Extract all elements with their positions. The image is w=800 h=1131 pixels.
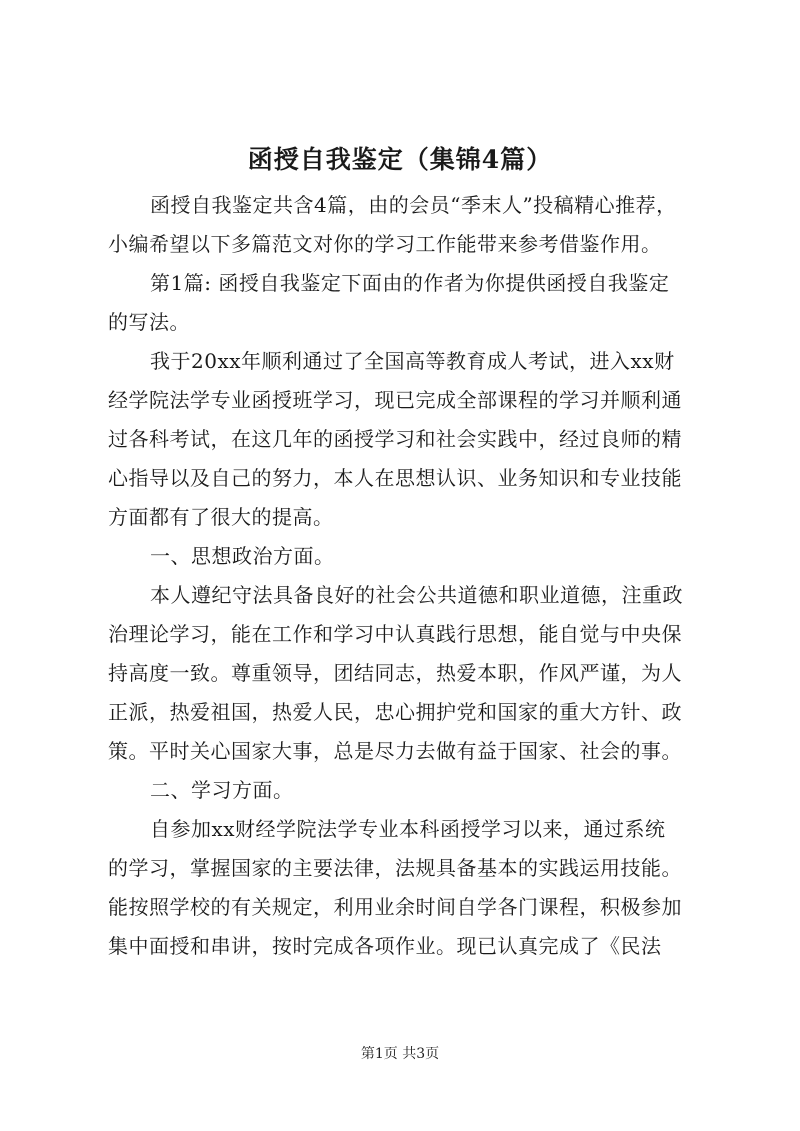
text-line: 我于20xx年顺利通过了全国高等教育成人考试，进入xx财 bbox=[150, 349, 675, 373]
text-line: 持高度一致。尊重领导，团结同志，热爱本职，作风严谨，为人 bbox=[108, 661, 682, 685]
text-line: 经学院法学专业函授班学习，现已完成全部课程的学习并顺利通 bbox=[108, 388, 682, 412]
text-line: 本人遵纪守法具备良好的社会公共道德和职业道德，注重政 bbox=[150, 583, 683, 607]
text-line: 治理论学习，能在工作和学习中认真践行思想，能自觉与中央保 bbox=[108, 622, 682, 646]
document-body bbox=[108, 186, 708, 966]
text-line: 能按照学校的有关规定，利用业余时间自学各门课程，积极参加 bbox=[108, 895, 682, 919]
text-line: 心指导以及自己的努力，本人在思想认识、业务知识和专业技能 bbox=[108, 466, 682, 490]
page-footer: 第1页 共3页 bbox=[360, 1046, 440, 1062]
section-heading: 二、学习方面。 bbox=[150, 778, 294, 802]
text-line: 方面都有了很大的提高。 bbox=[108, 505, 334, 529]
text-line: 正派，热爱祖国，热爱人民，忠心拥护党和国家的重大方针、政 bbox=[108, 700, 682, 724]
text-line: 集中面授和串讲，按时完成各项作业。现已认真完成了《民法 bbox=[108, 934, 662, 958]
text-line: 过各科考试，在这几年的函授学习和社会实践中，经过良师的精 bbox=[108, 427, 682, 451]
document-title: 函授自我鉴定（集锦4篇） bbox=[247, 145, 553, 174]
document-text bbox=[108, 186, 708, 966]
text-line: 函授自我鉴定共含4篇，由的会员“季末人”投稿精心推荐， bbox=[150, 193, 677, 217]
text-line: 策。平时关心国家大事，总是尽力去做有益于国家、社会的事。 bbox=[108, 739, 682, 763]
text-line: 小编希望以下多篇范文对你的学习工作能带来参考借鉴作用。 bbox=[108, 232, 662, 256]
text-line: 的写法。 bbox=[108, 310, 190, 334]
section-heading: 一、思想政治方面。 bbox=[150, 544, 335, 568]
text-line: 的学习，掌握国家的主要法律，法规具备基本的实践运用技能。 bbox=[108, 856, 682, 880]
text-line: 自参加xx财经学院法学专业本科函授学习以来，通过系统 bbox=[150, 817, 666, 841]
text-line: 第1篇: 函授自我鉴定下面由的作者为你提供函授自我鉴定 bbox=[150, 271, 670, 295]
